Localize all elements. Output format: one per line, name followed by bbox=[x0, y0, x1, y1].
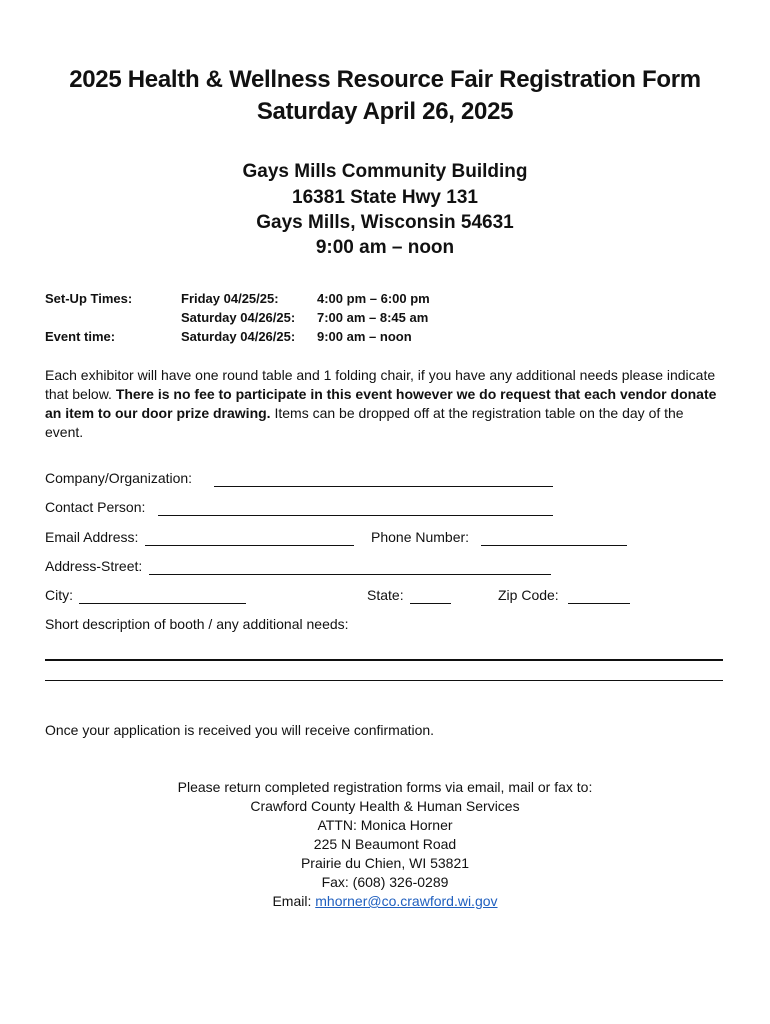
return-attention: ATTN: Monica Horner bbox=[317, 817, 453, 833]
phone-label: Phone Number: bbox=[371, 529, 470, 545]
exhibitor-info bbox=[45, 366, 725, 442]
email-link[interactable]: mhorner@co.crawford.wi.gov bbox=[315, 893, 498, 909]
street-field[interactable] bbox=[149, 574, 551, 575]
state-field[interactable] bbox=[410, 603, 451, 604]
email-label: Email Address: bbox=[45, 529, 139, 545]
schedule-time: 7:00 am – 8:45 am bbox=[317, 310, 429, 325]
return-fax: Fax: (608) 326-0289 bbox=[321, 874, 449, 890]
venue-city: Gays Mills, Wisconsin 54631 bbox=[256, 212, 514, 233]
venue-hours: 9:00 am – noon bbox=[315, 237, 455, 258]
schedule-day: Saturday 04/26/25: bbox=[181, 329, 296, 344]
return-email-line bbox=[0, 893, 770, 909]
schedule-day: Friday 04/25/25: bbox=[181, 291, 279, 306]
venue-name: Gays Mills Community Building bbox=[242, 161, 528, 182]
return-organization: Crawford County Health & Human Services bbox=[250, 798, 520, 814]
zip-field[interactable] bbox=[568, 603, 630, 604]
state-label: State: bbox=[367, 587, 404, 603]
contact-field[interactable] bbox=[158, 515, 553, 516]
schedule-time: 9:00 am – noon bbox=[317, 329, 412, 344]
setup-times-label: Set-Up Times: bbox=[45, 291, 133, 306]
email-prefix: Email: bbox=[272, 893, 316, 909]
form-title: 2025 Health & Wellness Resource Fair Registration Form bbox=[69, 66, 701, 93]
info-text: Each exhibitor will have one round table and 1 folding chair, if you have any additional needs please indicate that below. bbox=[45, 367, 716, 402]
company-label: Company/Organization: bbox=[45, 470, 193, 486]
description-line-2[interactable] bbox=[45, 680, 723, 681]
return-city: Prairie du Chien, WI 53821 bbox=[300, 855, 470, 871]
street-label: Address-Street: bbox=[45, 558, 143, 574]
info-text: Items can be dropped off at the registration table on the day of the event. bbox=[45, 405, 684, 440]
contact-label: Contact Person: bbox=[45, 499, 146, 515]
event-time-label: Event time: bbox=[45, 329, 116, 344]
schedule-time: 4:00 pm – 6:00 pm bbox=[317, 291, 430, 306]
return-instructions: Please return completed registration forms via email, mail or fax to: bbox=[177, 779, 593, 795]
email-field[interactable] bbox=[145, 545, 354, 546]
zip-label: Zip Code: bbox=[498, 587, 559, 603]
return-street: 225 N Beaumont Road bbox=[313, 836, 457, 852]
info-bold-text: There is no fee to participate in this event however we do request that each vendor donate an item to our door prize drawing. bbox=[45, 386, 717, 421]
venue-street: 16381 State Hwy 131 bbox=[292, 187, 478, 208]
confirmation-note: Once your application is received you will receive confirmation. bbox=[45, 722, 435, 738]
schedule-day: Saturday 04/26/25: bbox=[181, 310, 296, 325]
event-date: Saturday April 26, 2025 bbox=[256, 98, 514, 125]
description-line-1[interactable] bbox=[45, 659, 723, 661]
city-field[interactable] bbox=[79, 603, 246, 604]
description-label: Short description of booth / any additional needs: bbox=[45, 616, 349, 632]
company-field[interactable] bbox=[214, 486, 553, 487]
phone-field[interactable] bbox=[481, 545, 627, 546]
city-label: City: bbox=[45, 587, 73, 603]
